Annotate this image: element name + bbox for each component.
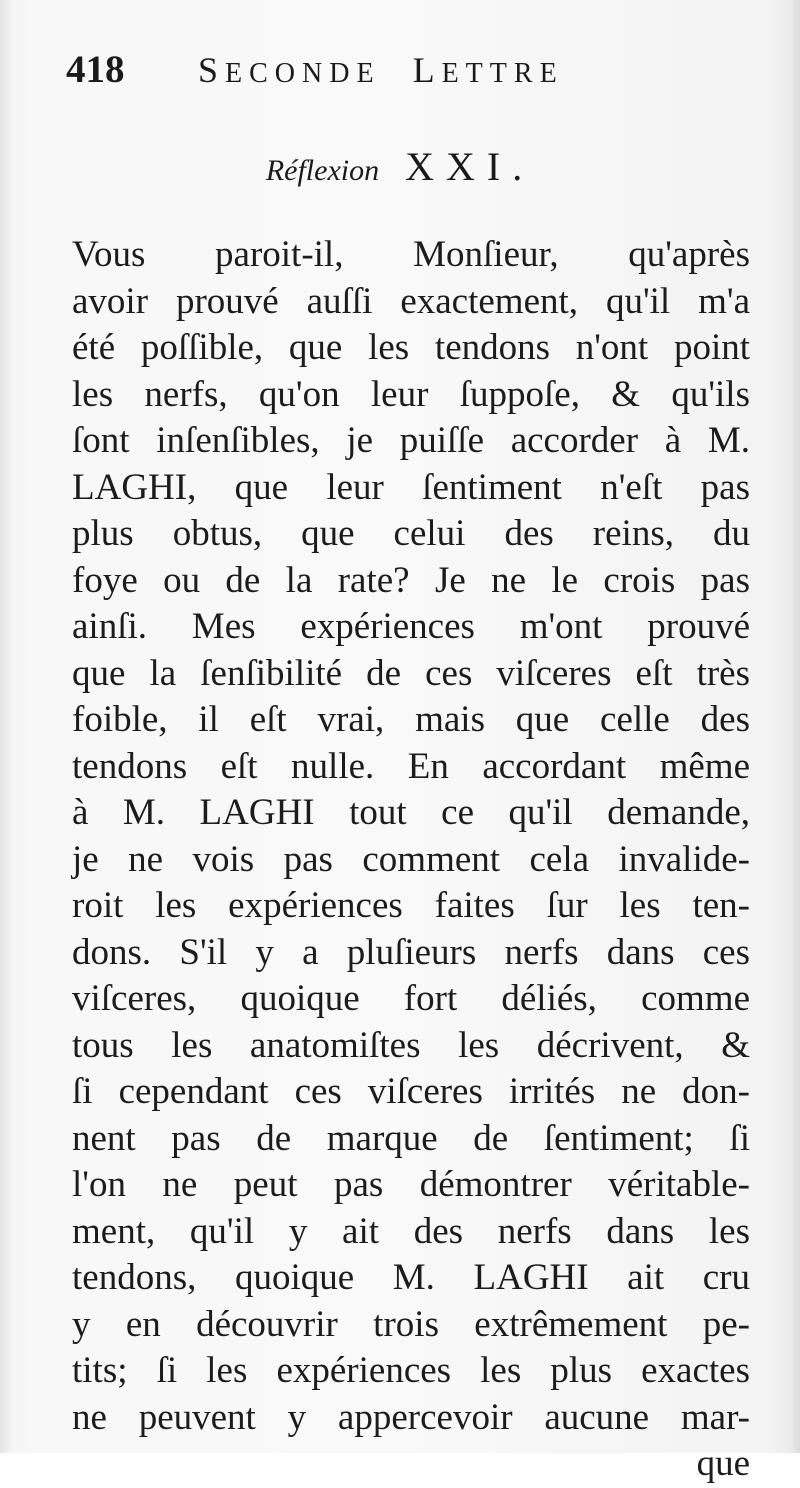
catchword: que: [696, 1443, 750, 1484]
text-line: ment, qu'il y ait des nerfs dans les: [72, 1210, 750, 1252]
text-line: nent pas de marque de ſentiment; ſi: [72, 1117, 750, 1159]
text-line: Vous paroit-il, Monſieur, qu'après: [72, 234, 750, 275]
text-line: tits; ſi les expériences les plus exactes: [72, 1350, 750, 1391]
page-header: [62, 42, 622, 98]
page-number: 418: [66, 48, 125, 91]
running-head: [198, 42, 564, 102]
page-edge-right: [790, 0, 800, 1453]
text-line: roit les expériences faites ſur les ten-: [72, 885, 750, 926]
text-line: ſi cependant ces viſceres irrités ne don-: [72, 1071, 750, 1112]
text-line: je ne vois pas comment cela invalide-: [72, 838, 750, 880]
text-line: LAGHI, que leur ſentiment n'eſt pas: [72, 466, 750, 508]
text-line: à M. LAGHI tout ce qu'il demande,: [72, 792, 750, 833]
body-text: [72, 232, 750, 1488]
section-title: [0, 140, 800, 194]
text-line: y en découvrir trois extrêmement pe-: [72, 1303, 750, 1345]
text-line: avoir prouvé auſſi exactement, qu'il m'a: [72, 280, 750, 322]
running-head-initial-2: L: [412, 50, 442, 90]
text-line: tous les anatomiſtes les décrivent, &: [72, 1024, 750, 1066]
text-line: tendons eſt nulle. En accordant même: [72, 745, 750, 787]
text-line: tendons, quoique M. LAGHI ait cru: [72, 1257, 750, 1298]
text-line: plus obtus, que celui des reins, du: [72, 513, 750, 554]
running-head-rest-1: ECONDE: [225, 58, 381, 89]
text-line: les nerfs, qu'on leur ſuppoſe, & qu'ils: [72, 373, 750, 415]
section-label: Réflexion: [265, 154, 380, 187]
text-line: ainſi. Mes expériences m'ont prouvé: [72, 606, 750, 647]
section-numeral: XXI.: [405, 144, 535, 189]
text-line: que la ſenſibilité de ces viſceres eſt très: [72, 652, 750, 694]
text-line: dons. S'il y a pluſieurs nerfs dans ces: [72, 931, 750, 973]
text-line: l'on ne peut pas démontrer véritable-: [72, 1164, 750, 1205]
page-edge-left: [0, 0, 14, 1453]
text-line: foible, il eſt vrai, mais que celle des: [72, 699, 750, 740]
running-head-rest-2: ETTRE: [441, 58, 564, 89]
text-line: viſceres, quoique fort déliés, comme: [72, 978, 750, 1019]
running-head-initial-1: S: [198, 50, 226, 90]
text-line: ne peuvent y appercevoir aucune mar-: [72, 1396, 750, 1438]
text-line: été poſſible, que les tendons n'ont point: [72, 327, 750, 368]
text-line: foye ou de la rate? Je ne le crois pas: [72, 559, 750, 601]
text-line: ſont inſenſibles, je puiſſe accorder à M.: [72, 420, 750, 461]
